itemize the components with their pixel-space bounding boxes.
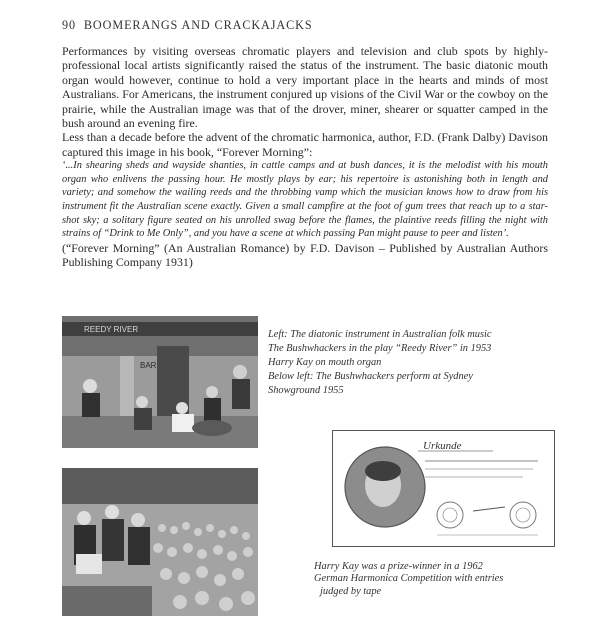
caption-certificate bbox=[314, 561, 564, 598]
caption-line: Harry Kay was a prize-winner in a 1962 bbox=[314, 561, 483, 572]
page-number: 90 bbox=[62, 18, 76, 32]
body-text bbox=[62, 44, 548, 270]
caption-line: The Bushwhackers in the play “Reedy River” in 1953 bbox=[268, 343, 492, 354]
reedy-river-photo bbox=[62, 316, 258, 448]
reedy-river-sign: REEDY RIVER bbox=[84, 325, 139, 334]
running-title: BOOMERANGS AND CRACKAJACKS bbox=[83, 18, 313, 32]
certificate-heading: Urkunde bbox=[423, 440, 462, 452]
forever-morning-quote: ‘...In shearing sheds and wayside shanties, in cattle camps and at bush dances, it is the melodist with his mouth organ who enlivens the passing hour. He mostly plays by ear; his repertoire is astonishing both in length and variety; and somehow the wailing reeds and the throbbing vamp which the musician knows how to draw from his instrument fit the Australian scene exactly. Given a small campfire at the foot of gum trees that reach up to a star-shot sky; a solitary figure seated on his unrolled swag before the flames, the plaintive reeds filling the night with strains of “Drink to Me Only”, and you have a scene at which passing Pan might pause to peer and listen’. bbox=[62, 160, 548, 240]
caption-line: judged by tape bbox=[320, 585, 382, 597]
bar-sign: BAR bbox=[140, 361, 157, 370]
paragraph-davison: Less than a decade before the advent of the chromatic harmonica, author, F.D. (Frank Dalby) Davison captured this image in his book, “Forever Morning”: bbox=[62, 130, 548, 159]
certificate-image bbox=[332, 430, 555, 547]
caption-line: Harry Kay on mouth organ bbox=[268, 357, 382, 368]
running-header bbox=[62, 18, 313, 33]
caption-line: Left: The diatonic instrument in Australian folk music bbox=[268, 329, 492, 340]
quote-citation: (“Forever Morning” (An Australian Romance) by F.D. Davison – Published by Australian Authors Publishing Company 1931) bbox=[62, 240, 548, 270]
caption-line: German Harmonica Competition with entries bbox=[314, 573, 504, 585]
showground-photo bbox=[62, 468, 258, 616]
caption-line: Showground 1955 bbox=[268, 385, 344, 396]
paragraph-performances: Performances by visiting overseas chromatic players and television and club spots by highly-professional local artists significantly raised the status of the instrument. The basic diatonic mouth organ would however, continue to hold a very important place in the hearts and minds of most Australians. For Americans, the instrument conjured up visions of the Civil War or the cowboy on the prairie, while the Australian image was that of the drover, miner, shearer or squatter camped in the bush around an evening fire. bbox=[62, 44, 548, 131]
caption-reedy-river bbox=[268, 328, 558, 398]
caption-line: Below left: The Bushwhackers perform at Sydney bbox=[268, 371, 473, 382]
